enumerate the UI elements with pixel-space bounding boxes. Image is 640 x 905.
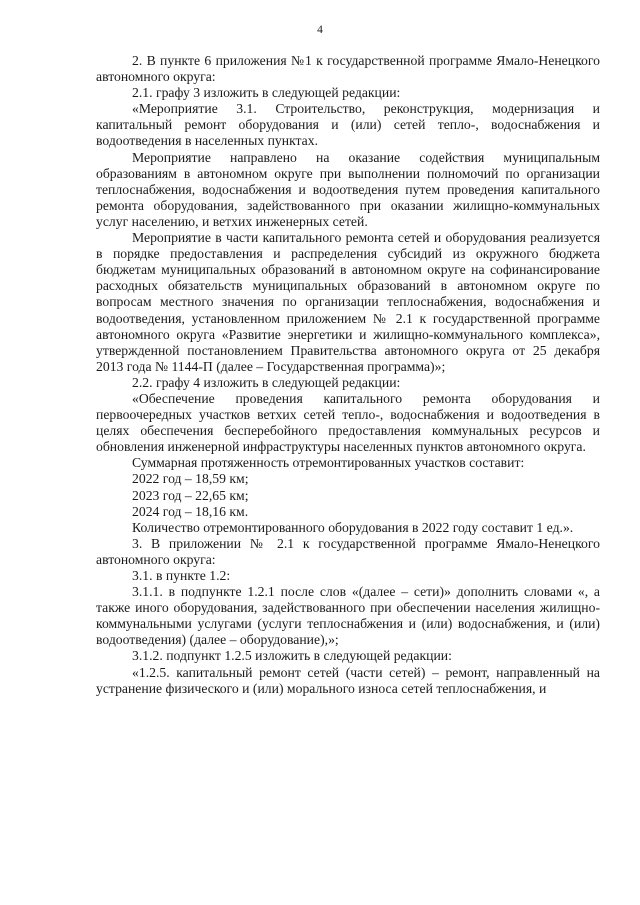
paragraph-equipment-count: Количество отремонтированного оборудования в 2022 году составит 1 ед.». xyxy=(132,519,574,535)
paragraph-subitem-3-1-2: 3.1.2. подпункт 1.2.5 изложить в следующей редакции: xyxy=(132,648,452,664)
paragraph-item-3: 3. В приложении № 2.1 к государственной программе Ямало-Ненецкого автономного округа: xyxy=(96,535,600,567)
paragraph-measure-implementation: Мероприятие в части капитального ремонта сетей и оборудования реализуется в порядке предоставления и распределения субсидий из окружного бюджета бюджетам муниципальных образований в автономном округе на софинансирование расходных обязательств муниципальных образований в автономном округе по вопросам местного значения по организации теплоснабжения, водоснабжения и водоотведения, установленном приложением № 2.1 к государственной программе автономного округа «Развитие энергетики и жилищно-коммунального комплекса», утвержденной постановлением Правительства автономного округа от 25 декабря 2013 года № 1144-П (далее – Государственная программа)»; xyxy=(96,230,600,374)
page-number: 4 xyxy=(317,24,323,36)
paragraph-measure-purpose: Мероприятие направлено на оказание содействия муниципальным образованиям в автономном округе при выполнении полномочий по организации теплоснабжения, водоснабжения и водоотведения путем проведения капитального ремонта оборудования, задействованного при оказании жилищно-коммунальных услуг населению, и ветхих инженерных сетей. xyxy=(96,149,600,229)
paragraph-repair-goal: «Обеспечение проведения капитального ремонта оборудования и первоочередных участков ветхих сетей тепло-, водоснабжения и водоотведения в целях обеспечения бесперебойного предоставления коммунальных ресурсов и обновления инженерной инфраструктуры населенных пунктов автономного округа. xyxy=(96,390,600,455)
paragraph-year-2022: 2022 год – 18,59 км; xyxy=(132,471,249,487)
paragraph-year-2024: 2024 год – 18,16 км. xyxy=(132,503,249,519)
paragraph-total-length: Суммарная протяженность отремонтированных участков составит: xyxy=(132,455,525,471)
paragraph-subitem-2-2: 2.2. графу 4 изложить в следующей редакции: xyxy=(132,374,401,390)
paragraph-measure-3-1-title: «Мероприятие 3.1. Строительство, реконструкция, модернизация и капитальный ремонт оборудования и (или) сетей тепло-, водоснабжения и водоотведения в населенных пунктах. xyxy=(96,101,600,149)
paragraph-item-2: 2. В пункте 6 приложения №1 к государственной программе Ямало-Ненецкого автономного округа: xyxy=(96,53,600,85)
paragraph-subitem-3-1-1: 3.1.1. в подпункте 1.2.1 после слов «(далее – сети)» дополнить словами «, а также иного оборудования, задействованного при обеспечении населения жилищно-коммунальными услугами (услуги теплоснабжения и (или) водоснабжения, и (или) водоотведения) (далее – оборудование),»; xyxy=(96,584,600,648)
document-body xyxy=(96,53,600,697)
paragraph-subitem-2-1: 2.1. графу 3 изложить в следующей редакции: xyxy=(132,85,401,101)
paragraph-year-2023: 2023 год – 22,65 км; xyxy=(132,487,249,503)
paragraph-subitem-3-1: 3.1. в пункте 1.2: xyxy=(132,568,231,583)
paragraph-subitem-1-2-5: «1.2.5. капитальный ремонт сетей (части сетей) – ремонт, направленный на устранение физического и (или) морального износа сетей теплоснабжения, и xyxy=(96,664,600,696)
